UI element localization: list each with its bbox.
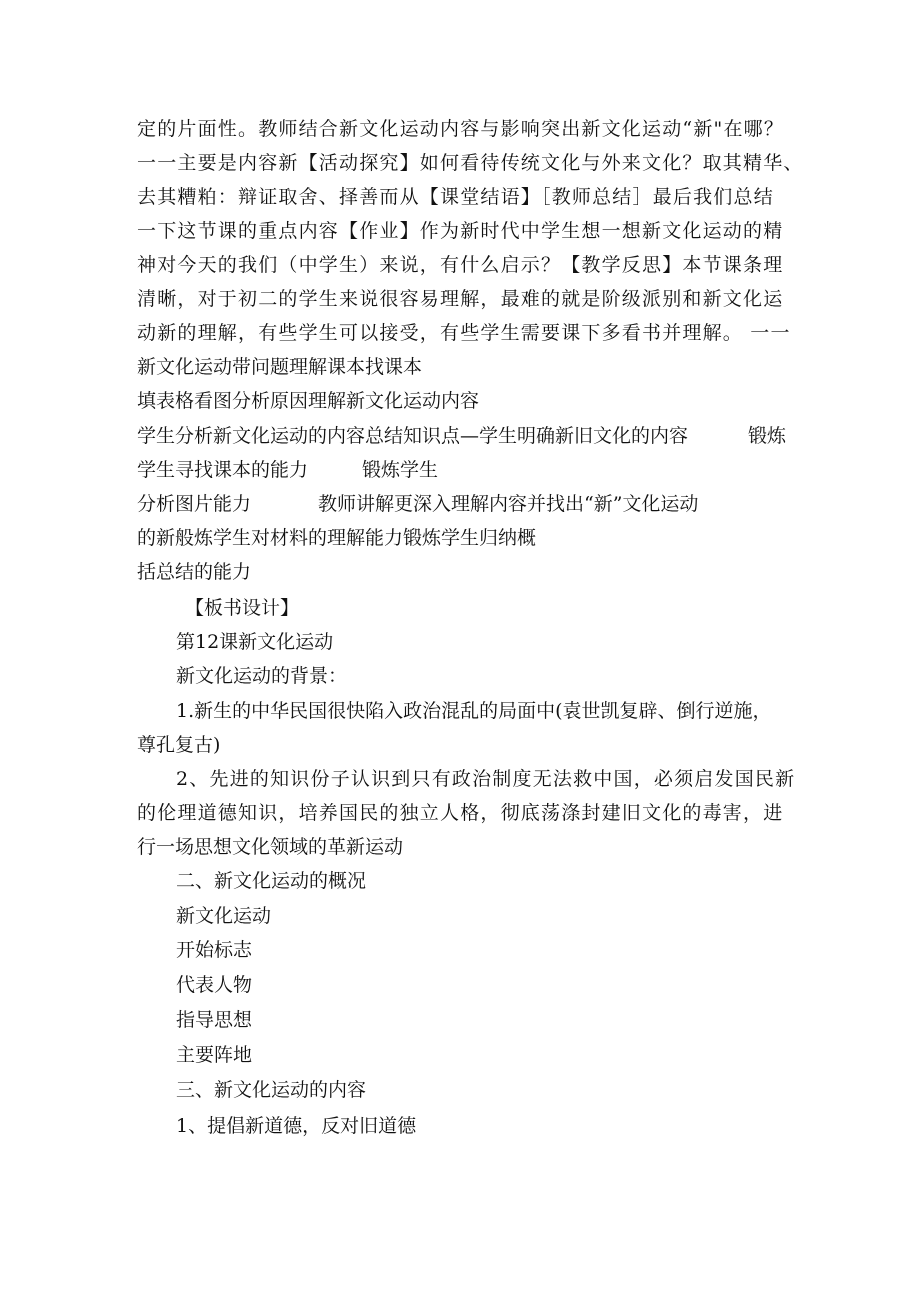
table-text-line: 学生寻找课本的能力 [137, 459, 309, 481]
paragraph-line: 清晰，对于初二的学生来说很容易理解，最难的就是阶级派别和新文化运 [137, 288, 784, 310]
overview-item: 代表人物 [176, 974, 253, 996]
paragraph-line: 动新的理解，有些学生可以接受，有些学生需要课下多看书并理解。 一一 [137, 322, 791, 344]
point-2-line: 行一场思想文化领域的革新运动 [137, 836, 404, 858]
section-title-overview: 二、新文化运动的概况 [176, 870, 367, 892]
point-1-line: 尊孔复古) [137, 734, 221, 756]
paragraph-line: 定的片面性。教师结合新文化运动内容与影响突出新文化运动“新"在哪？ [137, 118, 785, 140]
paragraph-line: 一下这节课的重点内容【作业】作为新时代中学生想一想新文化运动的精 [137, 220, 784, 242]
table-text-line: 学生分析新文化运动的内容总结知识点—学生明确新旧文化的内容 [137, 425, 689, 447]
table-text-line: 新文化运动带问题理解课本找课本 [137, 356, 423, 378]
table-text-line: 分析图片能力 [137, 493, 252, 515]
table-text-cell: 教师讲解更深入理解内容并找出“新”文化运动 [318, 493, 699, 515]
section-title-background: 新文化运动的背景： [176, 665, 348, 687]
section-title-content: 三、新文化运动的内容 [176, 1079, 367, 1101]
overview-item: 开始标志 [176, 939, 253, 961]
point-2-line: 的伦理道德知识，培养国民的独立人格，彻底荡涤封建旧文化的毒害，进 [137, 802, 784, 824]
table-text-line: 的新般炼学生对材料的理解能力锻炼学生归纳概 [137, 527, 537, 549]
paragraph-line: 神对今天的我们（中学生）来说，有什么启示？【教学反思】本节课条理 [137, 254, 784, 276]
table-text-cell: 锻炼 [748, 425, 787, 447]
table-text-cell: 锻炼学生 [362, 459, 439, 481]
overview-item: 指导思想 [176, 1009, 253, 1031]
point-2-line: 2、先进的知识份子认识到只有政治制度无法救中国，必须启发国民新 [176, 768, 796, 790]
overview-item: 主要阵地 [176, 1044, 253, 1066]
lesson-title: 第12课新文化运动 [176, 631, 334, 653]
paragraph-line: 一一主要是内容新【活动探究】如何看待传统文化与外来文化？取其精华、 [137, 152, 804, 174]
table-text-line: 填表格看图分析原因理解新文化运动内容 [137, 390, 480, 412]
point-1-line: 1.新生的中华民国很快陷入政治混乱的局面中(袁世凯复辟、倒行逆施， [176, 700, 772, 722]
paragraph-line: 去其糟粕：辩证取舍、择善而从【课堂结语】［教师总结］最后我们总结 [137, 186, 774, 208]
overview-item: 新文化运动 [176, 905, 272, 927]
content-item: 1、提倡新道德，反对旧道德 [176, 1115, 417, 1137]
board-heading: 【板书设计】 [185, 597, 300, 619]
table-text-line: 括总结的能力 [137, 561, 252, 583]
